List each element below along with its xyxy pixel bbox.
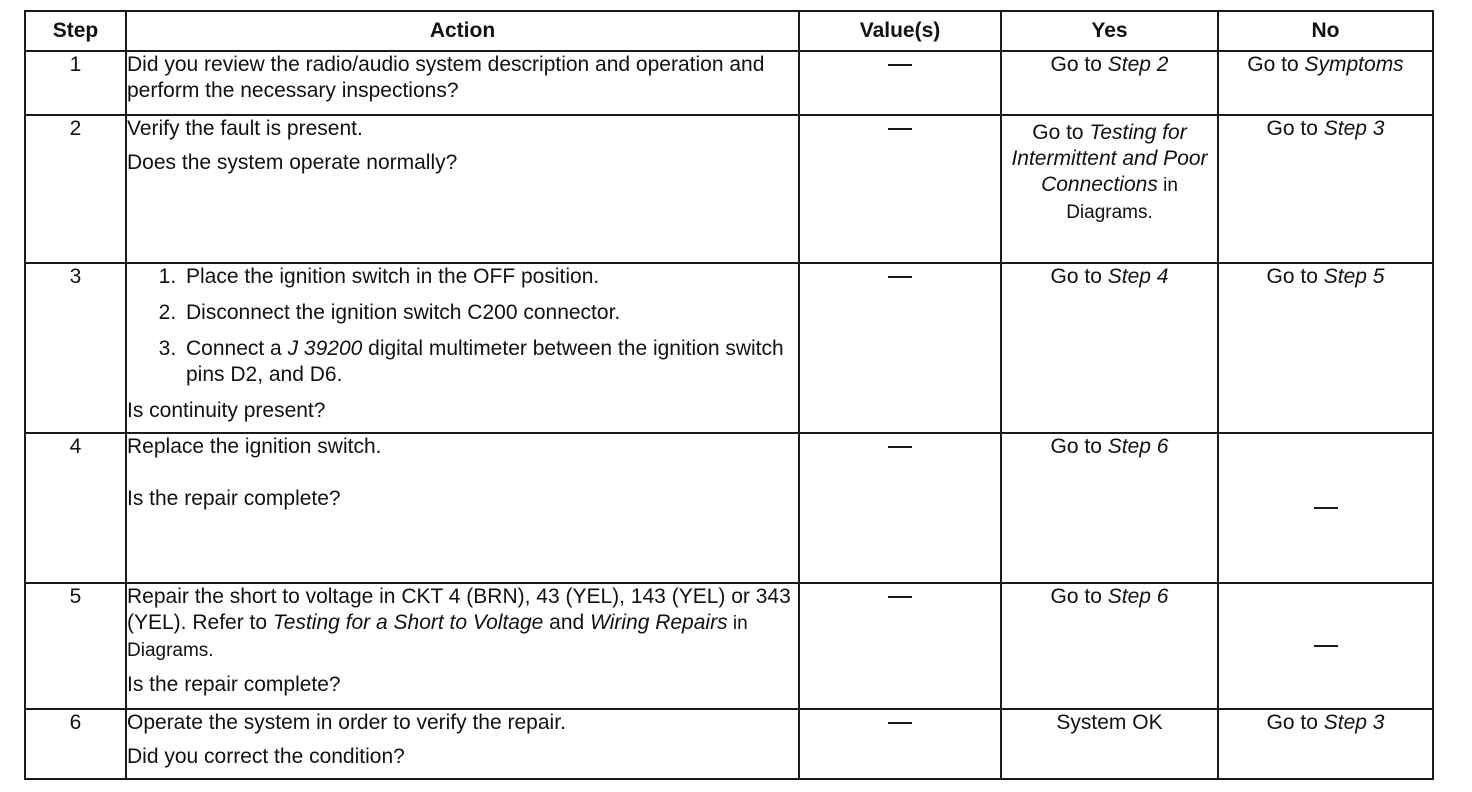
action-text: Did you review the radio/audio system description and operation and perform the necessary inspections? [127, 53, 765, 102]
action-question: Does the system operate normally? [127, 151, 458, 174]
no-cell [1218, 583, 1433, 709]
no-prefix: Go to [1247, 53, 1305, 76]
step-number: 2 [25, 115, 126, 263]
no-dash [1314, 645, 1338, 647]
action-text: Replace the ignition switch. [127, 435, 382, 458]
table-row [25, 263, 1433, 433]
action-cell [126, 583, 799, 709]
no-prefix: Go to [1266, 711, 1324, 734]
header-action: Action [126, 11, 799, 51]
diagnostic-table [24, 10, 1434, 780]
value-cell [799, 51, 1001, 115]
no-link[interactable]: Step 3 [1323, 117, 1385, 140]
no-link[interactable]: Step 3 [1323, 711, 1385, 734]
no-cell[interactable] [1218, 263, 1433, 433]
yes-prefix: Go to [1050, 53, 1108, 76]
action-post: in Diagrams. [127, 613, 748, 661]
action-cell [126, 433, 799, 583]
action-question: Is the repair complete? [127, 487, 341, 510]
step-number: 6 [25, 709, 126, 779]
no-cell[interactable] [1218, 709, 1433, 779]
no-link[interactable]: Symptoms [1304, 53, 1404, 76]
action-cell [126, 51, 799, 115]
value-dash [888, 64, 912, 66]
yes-link[interactable]: Step 6 [1107, 435, 1169, 458]
table-row [25, 51, 1433, 115]
substep-post: digital multimeter between the ignition switch pins D2, and D6. [186, 337, 784, 386]
no-cell[interactable] [1218, 51, 1433, 115]
no-cell[interactable] [1218, 115, 1433, 263]
substep-item: 2. Disconnect the ignition switch C200 connector. [182, 300, 798, 326]
table-row [25, 583, 1433, 709]
value-dash [888, 596, 912, 598]
action-pre: Repair the short to voltage in CKT 4 (BRN), 43 (YEL), 143 (YEL) or 343 (YEL). Refer to [127, 585, 791, 634]
action-text [127, 584, 798, 664]
yes-cell[interactable] [1001, 709, 1218, 779]
value-cell [799, 709, 1001, 779]
table-row [25, 115, 1433, 263]
substep-list [127, 264, 798, 388]
yes-cell[interactable] [1001, 115, 1218, 263]
header-no: No [1218, 11, 1433, 51]
yes-prefix: Go to [1050, 265, 1108, 288]
action-cell [126, 115, 799, 263]
ref-link-1[interactable]: Testing for a Short to Voltage [272, 611, 544, 634]
value-dash [888, 276, 912, 278]
no-link[interactable]: Step 5 [1323, 265, 1385, 288]
substep-item: 1. Place the ignition switch in the OFF position. [182, 264, 798, 290]
action-cell [126, 709, 799, 779]
header-row [25, 11, 1433, 51]
no-prefix: Go to [1266, 117, 1324, 140]
yes-cell[interactable] [1001, 51, 1218, 115]
table-row [25, 433, 1433, 583]
yes-link[interactable]: Testing for Intermittent and Poor Connections [1011, 121, 1208, 196]
action-question: Is continuity present? [127, 399, 326, 422]
yes-cell[interactable] [1001, 583, 1218, 709]
yes-link[interactable]: Step 4 [1107, 265, 1169, 288]
step-number: 5 [25, 583, 126, 709]
header-values: Value(s) [799, 11, 1001, 51]
yes-text: System OK [1056, 711, 1163, 734]
yes-prefix: Go to [1050, 435, 1108, 458]
no-prefix: Go to [1266, 265, 1324, 288]
yes-cell[interactable] [1001, 263, 1218, 433]
step-number: 3 [25, 263, 126, 433]
header-yes: Yes [1001, 11, 1218, 51]
header-step: Step [25, 11, 126, 51]
yes-prefix: Go to [1032, 121, 1090, 144]
action-question: Is the repair complete? [127, 673, 341, 696]
ref-link-2[interactable]: Wiring Repairs [590, 611, 728, 634]
value-cell [799, 263, 1001, 433]
substep-pre: Connect a [186, 337, 288, 360]
yes-link[interactable]: Step 2 [1107, 53, 1169, 76]
value-dash [888, 722, 912, 724]
yes-suffix: in Diagrams. [1066, 175, 1178, 223]
value-cell [799, 433, 1001, 583]
action-mid: and [543, 611, 591, 634]
substep-item [182, 336, 798, 388]
value-dash [888, 128, 912, 130]
value-cell [799, 583, 1001, 709]
action-text: Operate the system in order to verify the repair. [127, 711, 566, 734]
no-dash [1314, 507, 1338, 509]
value-cell [799, 115, 1001, 263]
yes-cell[interactable] [1001, 433, 1218, 583]
table-row [25, 709, 1433, 779]
no-cell [1218, 433, 1433, 583]
tool-name: J 39200 [287, 337, 363, 360]
step-number: 4 [25, 433, 126, 583]
step-number: 1 [25, 51, 126, 115]
action-question: Did you correct the condition? [127, 745, 405, 768]
action-cell [126, 263, 799, 433]
yes-link[interactable]: Step 6 [1107, 585, 1169, 608]
action-text: Verify the fault is present. [127, 117, 363, 140]
value-dash [888, 446, 912, 448]
yes-prefix: Go to [1050, 585, 1108, 608]
